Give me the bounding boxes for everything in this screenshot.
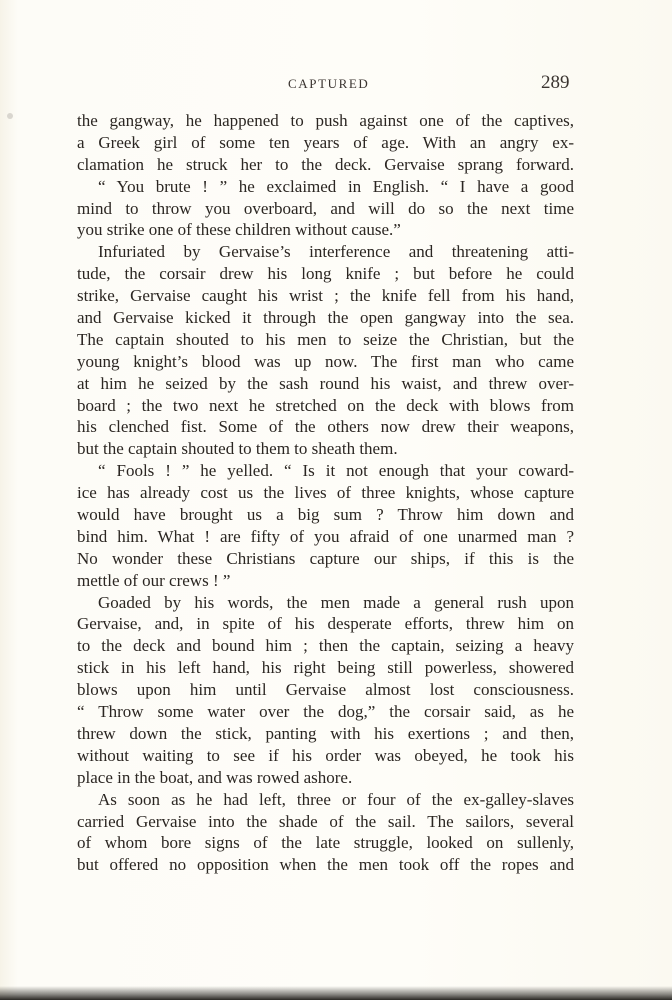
text-line: and Gervaise kicked it through the open gangway into the sea. xyxy=(77,308,574,328)
page-bottom-edge-shadow xyxy=(0,986,672,1000)
text-line: you strike one of these children without cause.” xyxy=(77,220,401,240)
text-line: ice has already cost us the lives of three knights, whose capture xyxy=(77,483,574,503)
text-line: threw down the stick, panting with his exertions ; and then, xyxy=(77,723,574,743)
text-line: carried Gervaise into the shade of the sail. The sailors, several xyxy=(77,811,574,831)
text-line: the gangway, he happened to push against one of the captives, xyxy=(77,111,574,130)
text-line: The captain shouted to his men to seize the Christian, but the xyxy=(77,329,574,349)
text-line: his clenched fist. Some of the others now drew their weapons, xyxy=(77,417,574,437)
text-line: blows upon him until Gervaise almost lost consciousness. xyxy=(77,680,574,700)
text-line: mettle of our crews ! ” xyxy=(77,570,231,590)
text-line: of whom bore signs of the late struggle, looked on sullenly, xyxy=(77,833,574,853)
body-text xyxy=(77,110,574,876)
text-line: a Greek girl of some ten years of age. With an angry ex- xyxy=(77,132,574,152)
text-line: stick in his left hand, his right being still powerless, showered xyxy=(77,658,574,678)
text-line: place in the boat, and was rowed ashore. xyxy=(77,767,353,787)
text-line: but offered no opposition when the men took off the ropes and xyxy=(77,855,574,875)
text-line: without waiting to see if his order was obeyed, he took his xyxy=(77,745,574,765)
text-line: “ Throw some water over the dog,” the corsair said, as he xyxy=(77,702,574,722)
text-line: No wonder these Christians capture our ships, if this is the xyxy=(77,548,574,568)
text-line: strike, Gervaise caught his wrist ; the knife fell from his hand, xyxy=(77,286,574,306)
text-line: clamation he struck her to the deck. Gervaise sprang forward. xyxy=(77,154,574,174)
text-line: but the captain shouted to them to sheath them. xyxy=(77,439,398,459)
text-line: young knight’s blood was up now. The first man who came xyxy=(77,351,574,371)
text-line: to the deck and bound him ; then the captain, seizing a heavy xyxy=(77,636,574,656)
running-head: CAPTURED xyxy=(288,76,370,91)
text-line: “ You brute ! ” he exclaimed in English. “ I have a good xyxy=(98,176,574,196)
text-line: bind him. What ! are fifty of you afraid of one unarmed man ? xyxy=(77,526,574,546)
page-speck xyxy=(7,113,13,119)
text-line: “ Fools ! ” he yelled. “ Is it not enough that your coward- xyxy=(98,461,574,481)
text-line: would have brought us a big sum ? Throw him down and xyxy=(77,505,574,525)
text-line: tude, the corsair drew his long knife ; but before he could xyxy=(77,264,574,284)
text-line: mind to throw you overboard, and will do so the next time xyxy=(77,198,574,218)
text-line: Infuriated by Gervaise’s interference and threatening atti- xyxy=(98,242,574,262)
text-line: Gervaise, and, in spite of his desperate efforts, threw him on xyxy=(77,614,574,634)
text-line: As soon as he had left, three or four of the ex-galley-slaves xyxy=(98,789,574,809)
page-number: 289 xyxy=(541,72,570,93)
text-line: at him he seized by the sash round his waist, and threw over- xyxy=(77,373,574,393)
text-line: Goaded by his words, the men made a general rush upon xyxy=(98,592,574,612)
text-line: board ; the two next he stretched on the deck with blows from xyxy=(77,395,574,415)
